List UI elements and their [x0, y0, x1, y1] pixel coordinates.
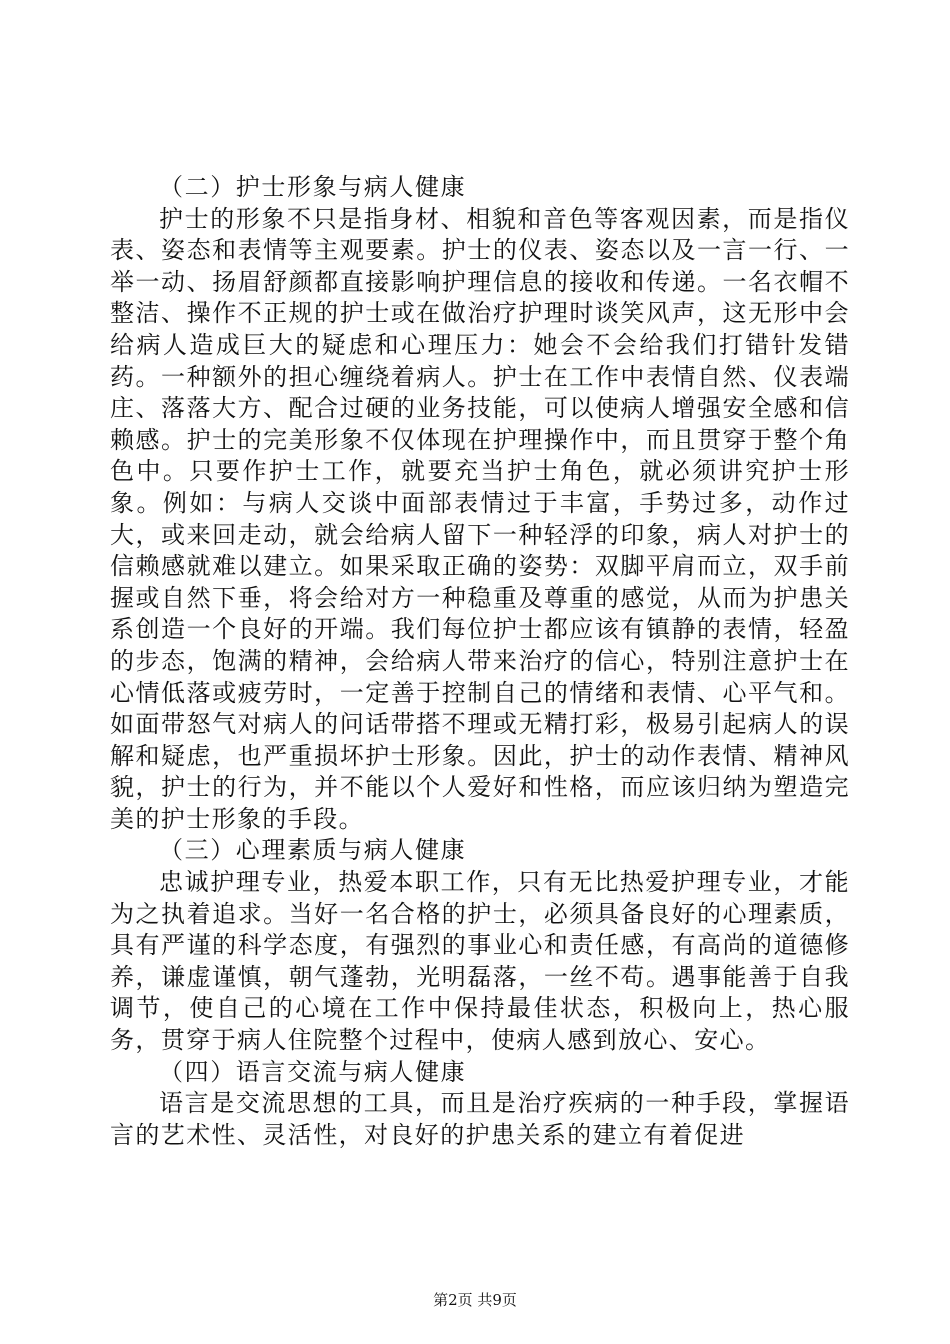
section-heading-psychological-quality: （三）心理素质与病人健康: [159, 836, 467, 865]
section-heading-language-communication: （四）语言交流与病人健康: [159, 1057, 467, 1086]
page-number-footer: 第2页 共9页: [433, 1291, 517, 1309]
section-paragraph-psychological-quality: 忠诚护理专业，热爱本职工作，只有无比热爱护理专业，才能为之执着追求。当好一名合格的护士，必须具备良好的心理素质，具有严谨的科学态度，有强烈的事业心和责任感，有高尚的道德修养，谦虚谨慎，朝气蓬勃，光明磊落，一丝不苟。遇事能善于自我调节，使自己的心境在工作中保持最佳状态，积极向上，热心服务，贯穿于病人住院整个过程中，使病人感到放心、安心。: [110, 868, 850, 1055]
section-paragraph-language-communication: 语言是交流思想的工具，而且是治疗疾病的一种手段，掌握语言的艺术性、灵活性，对良好的护患关系的建立有着促进: [110, 1089, 850, 1149]
section-paragraph-nurse-image: 护士的形象不只是指身材、相貌和音色等客观因素，而是指仪表、姿态和表情等主观要素。护士的仪表、姿态以及一言一行、一举一动、扬眉舒颜都直接影响护理信息的接收和传递。一名衣帽不整洁、操作不正规的护士或在做治疗护理时谈笑风声，这无形中会给病人造成巨大的疑虑和心理压力：她会不会给我们打错针发错药。一种额外的担心缠绕着病人。护士在工作中表情自然、仪表端庄、落落大方、配合过硬的业务技能，可以使病人增强安全感和信赖感。护士的完美形象不仅体现在护理操作中，而且贯穿于整个角色中。只要作护士工作，就要充当护士角色，就必须讲究护士形象。例如：与病人交谈中面部表情过于丰富，手势过多，动作过大，或来回走动，就会给病人留下一种轻浮的印象，病人对护士的信赖感就难以建立。如果采取正确的姿势：双脚平肩而立，双手前握或自然下垂，将会给对方一种稳重及尊重的感觉，从而为护患关系创造一个良好的开端。我们每位护士都应该有镇静的表情，轻盈的步态，饱满的精神，会给病人带来治疗的信心，特别注意护士在心情低落或疲劳时，一定善于控制自己的情绪和表情、心平气和。如面带怒气对病人的问话带搭不理或无精打彩，极易引起病人的误解和疑虑，也严重损坏护士形象。因此，护士的动作表情、精神风貌，护士的行为，并不能以个人爱好和性格，而应该归纳为塑造完美的护士形象的手段。: [110, 204, 850, 833]
document-body: [110, 172, 850, 1151]
section-heading-nurse-image: （二）护士形象与病人健康: [159, 173, 467, 201]
